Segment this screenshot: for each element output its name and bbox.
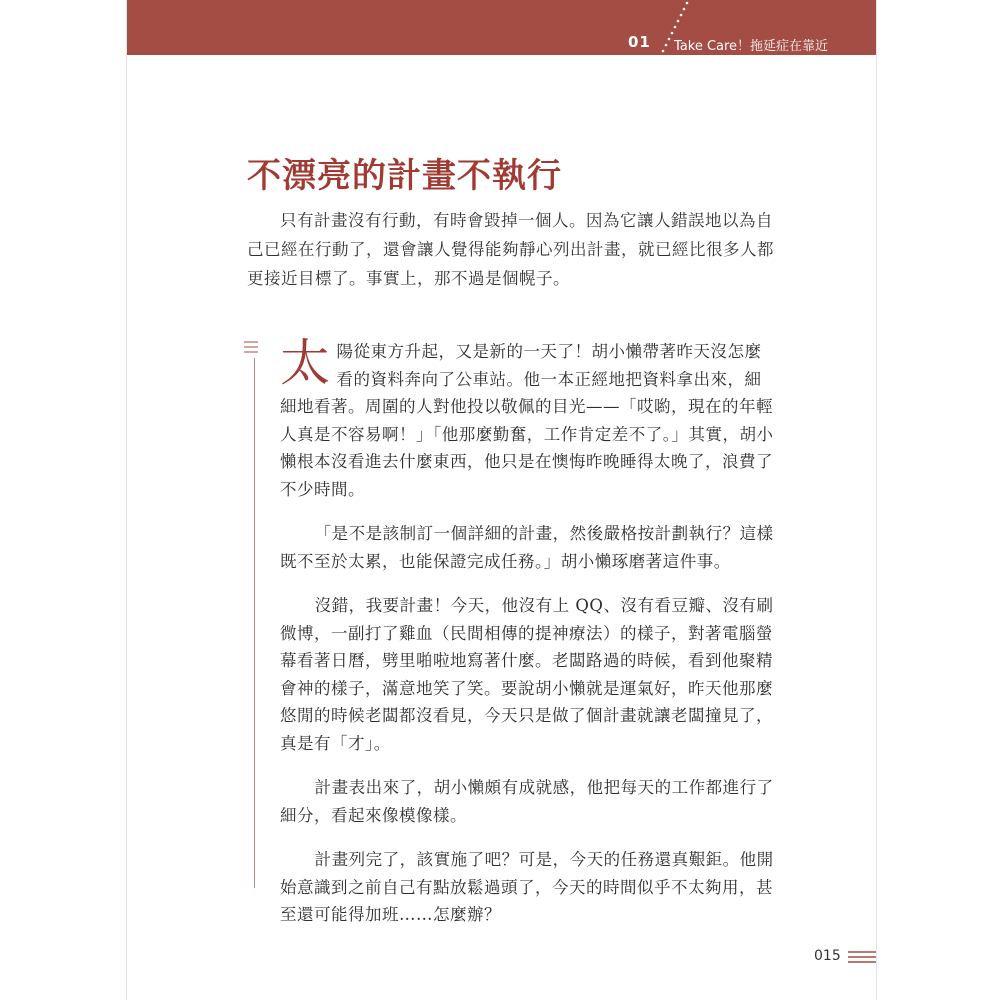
story-side-rule bbox=[254, 358, 255, 888]
chapter-title: Take Care！拖延症在靠近 bbox=[674, 39, 829, 54]
section-title: 不漂亮的計畫不執行 bbox=[247, 156, 562, 196]
side-marker-icon bbox=[243, 340, 259, 354]
chapter-number: 01 bbox=[628, 33, 651, 51]
section-intro: 只有計畫沒有行動，有時會毀掉一個人。因為它讓人錯誤地以為自己已經在行動了，還會讓人覺得能夠靜心列出計畫，就已經比很多人都更接近目標了。事實上，那不過是個幌子。 bbox=[247, 211, 774, 288]
drop-cap: 太 bbox=[280, 334, 331, 392]
story-paragraph: 太陽從東方升起，又是新的一天了！胡小懶帶著昨天沒怎麼看的資料奔向了公車站。他一本正經地把資料拿出來，細細地看著。周圍的人對他投以敬佩的目光——「哎喲，現在的年輕人真是不容易啊！」「他那麼勤奮，工作肯定差不了。」其實，胡小懶根本沒看進去什麼東西，他只是在懊悔昨晚睡得太晚了，浪費了不少時間。 bbox=[280, 334, 774, 499]
page-number: 015 bbox=[814, 948, 841, 964]
story-block bbox=[280, 334, 776, 946]
page-lines-icon bbox=[848, 950, 876, 964]
story-paragraph: 計畫列完了，該實施了吧？可是，今天的任務還真艱鉅。他開始意識到之前自己有點放鬆過頭了，今天的時間似乎不太夠用，甚至還可能得加班……怎麼辦？ bbox=[280, 850, 774, 924]
story-paragraph: 「是不是該制訂一個詳細的計畫，然後嚴格按計劃執行？這樣既不至於太累，也能保證完成任務。」胡小懶琢磨著這件事。 bbox=[280, 524, 774, 571]
story-paragraph: 沒錯，我要計畫！今天，他沒有上 QQ、沒有看豆瓣、沒有刷微博，一副打了雞血（民間相傳的提神療法）的樣子，對著電腦螢幕看著日曆，劈里啪啦地寫著什麼。老闆路過的時候，看到他聚精會神的樣子，滿意地笑了笑。要說胡小懶就是運氣好，昨天他那麼悠閒的時候老闆都沒看見，今天只是做了個計畫就讓老闆撞見了，真是有「才」。 bbox=[280, 596, 774, 753]
story-paragraph: 計畫表出來了，胡小懶頗有成就感，他把每天的工作都進行了細分，看起來像模像樣。 bbox=[280, 778, 774, 825]
